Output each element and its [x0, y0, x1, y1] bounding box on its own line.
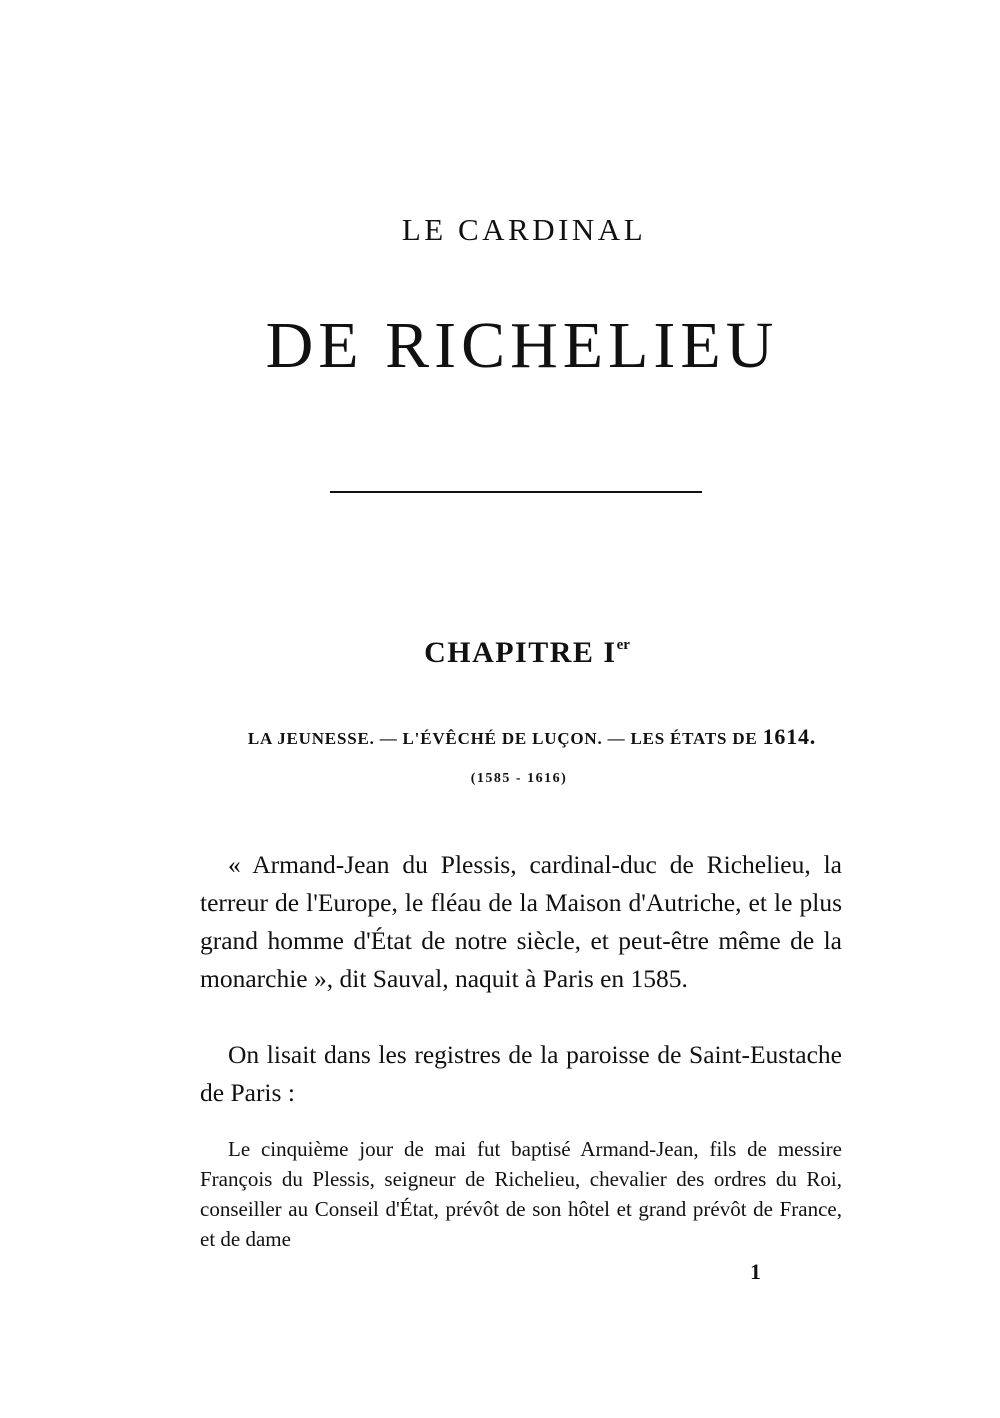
baptism-record-quotation: Le cinquième jour de mai fut baptisé Armand-Jean, fils de messire François du Plessis, seigneur de Richelieu, chevalier des ordres du Roi, conseiller au Conseil d'État, prévôt de son hôtel et grand prévôt de France, et de dame — [200, 1137, 842, 1251]
chapter-heading — [0, 636, 1000, 670]
chapter-subtitle — [222, 724, 842, 750]
page-number: 1 — [750, 1259, 761, 1284]
chapter-dates: (1585 - 1616) — [470, 771, 568, 786]
title-divider — [330, 491, 702, 493]
chapter-label: CHAPITRE I — [424, 636, 617, 669]
chapter-subtitle-year: 1614. — [762, 724, 817, 749]
body-paragraph-2: On lisait dans les registres de la paroisse de Saint-Eustache de Paris : — [200, 1040, 842, 1107]
body-paragraph-1: « Armand-Jean du Plessis, cardinal-duc de Richelieu, la terreur de l'Europe, le fléau de la Maison d'Autriche, et le plus grand homme d'État de notre siècle, et peut-être même de la monarchie », dit Sauval, naquit à Paris en 1585. — [200, 850, 842, 993]
chapter-ordinal-suffix: er — [616, 637, 630, 653]
chapter-subtitle-text: LA JEUNESSE. — L'ÉVÊCHÉ DE LUÇON. — LES ÉTATS DE — [247, 729, 758, 748]
book-title: DE RICHELIEU — [265, 309, 779, 382]
book-supertitle: LE CARDINAL — [401, 212, 647, 247]
